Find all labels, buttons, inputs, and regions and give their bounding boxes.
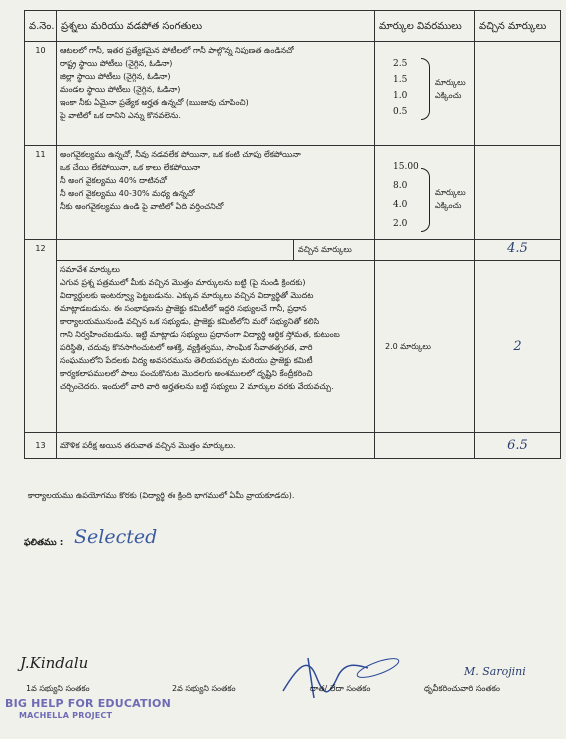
question-line: రాష్ట్ర స్థాయి పోటీలు (నైగ్గిన, ఓడినా)	[60, 59, 173, 68]
subtotal-value: 4.5	[475, 240, 561, 261]
total-empty-cell	[375, 433, 475, 459]
marks-value: 15.00	[393, 162, 419, 172]
marks-obtained-cell	[475, 42, 561, 146]
marks-details-cell	[375, 42, 475, 146]
total-value: 6.5	[475, 433, 561, 459]
header-sno: వ.నెం.	[25, 11, 57, 42]
question-line: ఎగువ ప్రశ్న పత్రములో మీకు వచ్చిన మొత్తం మార్కులను బట్టి (పై నుండి క్రిందకు)	[60, 278, 306, 287]
header-marks-obtained: వచ్చిన మార్కులు	[475, 11, 561, 42]
member1-signature: J.Kindalu	[20, 654, 89, 672]
header-question: ప్రశ్నలు మరియు వడపోత సంగతులు	[57, 11, 375, 42]
marks-value: 2.0	[393, 219, 408, 229]
subtotal-row	[25, 240, 561, 261]
result-value: Selected	[74, 526, 158, 548]
row-number: 10	[25, 42, 57, 146]
stamp-line-1: BIG HELP FOR EDUCATION	[5, 697, 171, 710]
marks-value: 1.0	[393, 91, 408, 101]
question-line: కార్యకలాపములలో పాలు పంచుకొనుట మొదలగు అంశములలో దృష్టిని కేంద్రీకరించి	[60, 369, 313, 378]
marks-value: 4.0	[393, 200, 408, 210]
marks-details-cell	[375, 261, 475, 433]
question-line: ఒక చేయి లేకపోయినా, ఒక కాలు లేకపోయినా	[60, 163, 201, 172]
marks-value: 1.5	[393, 75, 408, 85]
marks-value: 2.0 మార్కులు	[385, 342, 431, 351]
question-cell	[57, 42, 375, 146]
table-row-11	[25, 146, 561, 240]
header-marks-details: మార్కుల వివరములు	[375, 11, 475, 42]
marks-obtained-cell	[475, 146, 561, 240]
marks-value: 8.0	[393, 181, 408, 191]
question-line: పరిస్థితి, చదువు కొనసాగించుటలో ఆశక్తి, వ్యక్తిత్వము, సాంఘిక సేవాతత్పరత, వారి	[60, 343, 313, 352]
donor-signature-scribble	[268, 646, 408, 706]
verifier-signature: M. Sarojini	[464, 665, 526, 678]
brace-icon	[421, 58, 430, 120]
question-line: గాని నిర్వహించబడును. ఇట్టి మాట్లాడు సభ్యులు ప్రధానంగా విద్యార్థి ఆర్థిక స్తోమత, కుటుంబ	[60, 330, 340, 339]
subtotal-label: వచ్చిన మార్కులు	[293, 240, 374, 260]
member2-signature-label: 2వ సభ్యుని సంతకం	[172, 684, 236, 693]
question-line: నీ అంగ వైకల్యము 40% దాటినచో	[60, 176, 167, 185]
row-number: 12	[25, 240, 57, 433]
donor-signature-label: దాత/ లేదా సంతకం	[310, 684, 371, 693]
table-header-row	[25, 11, 561, 42]
marks-value: 2.5	[393, 59, 408, 69]
table-row-12	[25, 261, 561, 433]
question-line: విద్యార్థులకు ఇంటర్వ్యూ పెట్టబడును. ఎక్కువ మార్కులు వచ్చిన విద్యార్థితో మొదట	[60, 291, 314, 300]
question-line: ఇంకా నీకు ఏమైనా ప్రత్యేక అర్హత ఉన్నచో (ఋజువు చూపించి)	[60, 98, 249, 107]
question-line: ఆటలలో గానీ, ఇతర ప్రత్యేకమైన పోటీలలో గానీ పాల్గొన్న నిపుణత ఉండినచో	[60, 46, 294, 55]
section-title: సమావేశ మార్కులు	[60, 265, 120, 274]
stamp-line-2: MACHELLA PROJECT	[19, 711, 113, 720]
table-row-13	[25, 433, 561, 459]
table-row-10	[25, 42, 561, 146]
question-line: చర్చించెదరు. ఇందులో వారి వారి అర్హతలను బట్టి సభ్యులు 2 మార్కుల వరకు వేయవచ్చు.	[60, 382, 334, 391]
question-cell	[57, 146, 375, 240]
question-line: పై వాటిలో ఒక దానిని ఎన్ను కొనవలెను.	[60, 111, 181, 120]
result-label: ఫలితము :	[24, 538, 64, 548]
subtotal-label-cell	[57, 240, 375, 261]
row-number: 13	[25, 433, 57, 459]
marks-value: 0.5	[393, 107, 408, 117]
marks-note: మార్కులు ఎక్కించు	[435, 78, 466, 100]
subtotal-empty-cell	[375, 240, 475, 261]
marks-note: మార్కులు ఎక్కించు	[435, 188, 466, 210]
row-number: 11	[25, 146, 57, 240]
marks-details-cell	[375, 146, 475, 240]
total-label: మౌళిక పరీక్ష అయిన తరువాత వచ్చిన మొత్తం మార్కులు.	[57, 433, 375, 459]
question-cell	[57, 261, 375, 433]
brace-icon	[421, 168, 430, 232]
marks-obtained-value: 2	[475, 261, 561, 433]
question-line: మండల స్థాయి పోటీలు (నైగ్గిన, ఓడినా)	[60, 85, 181, 94]
question-line: కార్యాలయమునుండి వచ్చిన ఒక సభ్యుడు, ప్రాజెక్టు కమిటీలోని మరో సభ్యునితో కలిసి	[60, 317, 320, 326]
question-line: సంఘములోని పేదలకు విద్య అవసరమును తెలియపర్చుట మరియు ప్రాజెక్టు కమిటీ	[60, 356, 313, 365]
question-line: నీకు అంగవైకల్యము ఉండి పై వాటిలో ఏది వర్తించనిచో	[60, 202, 224, 211]
verifier-signature-label: ధృవీకరించువారి సంతకం	[424, 684, 500, 693]
office-use-note: కార్యాలయము ఉపయోగము కొరకు (విద్యార్థి ఈ క్రింది భాగములో ఏమీ వ్రాయకూడదు).	[28, 491, 295, 500]
evaluation-table	[24, 10, 561, 459]
member1-signature-label: 1వ సభ్యుని సంతకం	[26, 684, 90, 693]
organization-stamp	[5, 698, 171, 722]
question-line: నీ అంగ వైకల్యము 40-30% మధ్య ఉన్నచో	[60, 189, 195, 198]
question-line: జిల్లా స్థాయి పోటీలు (నైగ్గిన, ఓడినా)	[60, 72, 171, 81]
question-line: అంగవైకల్యము ఉన్నచో, నీవు నడవలేక పోయినా, ఒక కంటి చూపు లేకపోయినా	[60, 150, 301, 159]
question-line: మాట్లాడబడును. ఈ సంభాషణను ప్రాజెక్టు కమిటీలో ఇద్దరి సభ్యులచే గానీ, ప్రధాన	[60, 304, 307, 313]
